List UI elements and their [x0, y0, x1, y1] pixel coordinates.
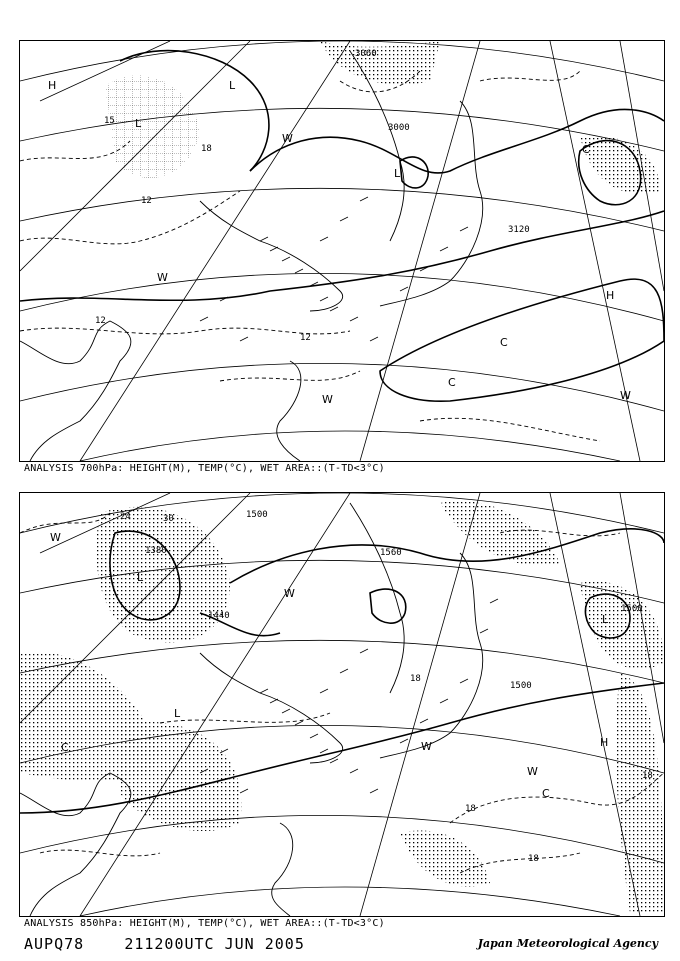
high-center: H	[606, 289, 615, 302]
coastlines	[20, 51, 483, 461]
warm-center: W	[527, 765, 538, 778]
contour-label: 3060	[355, 49, 377, 59]
caption-700hpa: ANALYSIS 700hPa: HEIGHT(M), TEMP(°C), WET AREA::(T-TD<3°C)	[24, 463, 385, 474]
high-center: H	[600, 736, 609, 749]
low-center: L	[135, 117, 142, 130]
wet-area	[580, 581, 664, 669]
contour-label: 1560	[380, 548, 402, 558]
map-700hpa-svg	[20, 41, 664, 461]
contour-label: 3000	[388, 123, 410, 133]
caption-850hpa: ANALYSIS 850hPa: HEIGHT(M), TEMP(°C), WET AREA::(T-TD<3°C)	[24, 918, 385, 929]
cold-center: C	[542, 787, 550, 800]
agency-name: Japan Meteorological Agency	[477, 937, 658, 950]
chart-id: AUPQ78	[24, 935, 85, 953]
contour-label: 18	[528, 854, 539, 864]
station-plots	[200, 599, 498, 793]
wet-area	[400, 830, 490, 886]
warm-center: W	[421, 740, 432, 753]
warm-center: W	[620, 389, 631, 402]
contour-label: 18	[465, 804, 476, 814]
pressure-centers	[48, 79, 631, 406]
map-850hpa-svg	[20, 493, 664, 916]
map-panel-700hpa	[19, 40, 665, 462]
low-center: L	[174, 707, 181, 720]
wet-area	[105, 75, 200, 178]
warm-center: W	[284, 587, 295, 600]
low-center: L	[602, 613, 609, 626]
contour-label: 1500	[510, 681, 532, 691]
wet-area	[440, 501, 560, 565]
warm-center: W	[157, 271, 168, 284]
contour-label: 12	[300, 333, 311, 343]
wet-area	[96, 507, 230, 643]
contour-label: 18	[201, 144, 212, 154]
low-center: L	[394, 167, 401, 180]
contour-label: 1500	[621, 604, 643, 614]
cold-center: C	[582, 143, 590, 156]
contour-label: 24	[120, 512, 131, 522]
contour-label: 18	[642, 771, 653, 781]
map-panel-850hpa	[19, 492, 665, 917]
cold-center: C	[448, 376, 456, 389]
warm-center: W	[282, 132, 293, 145]
low-center: L	[229, 79, 236, 92]
contour-label: 18	[410, 674, 421, 684]
station-plots	[200, 197, 468, 341]
contour-label: 1380	[145, 546, 167, 556]
contour-label: 12	[141, 196, 152, 206]
wet-area	[120, 721, 241, 831]
wet-area	[320, 41, 440, 85]
cold-center: C	[61, 741, 69, 754]
chart-identifier	[24, 935, 305, 953]
high-center: H	[48, 79, 57, 92]
warm-center: W	[322, 393, 333, 406]
cold-center: C	[500, 336, 508, 349]
contour-label: 15	[104, 116, 115, 126]
contour-label: 1440	[208, 611, 230, 621]
warm-center: W	[50, 531, 61, 544]
contour-label: 1500	[246, 510, 268, 520]
contour-label: 12	[95, 316, 106, 326]
contour-label: 3120	[508, 225, 530, 235]
low-center: L	[137, 571, 144, 584]
chart-datetime: 211200UTC JUN 2005	[124, 935, 305, 953]
contour-label: 30	[163, 514, 174, 524]
